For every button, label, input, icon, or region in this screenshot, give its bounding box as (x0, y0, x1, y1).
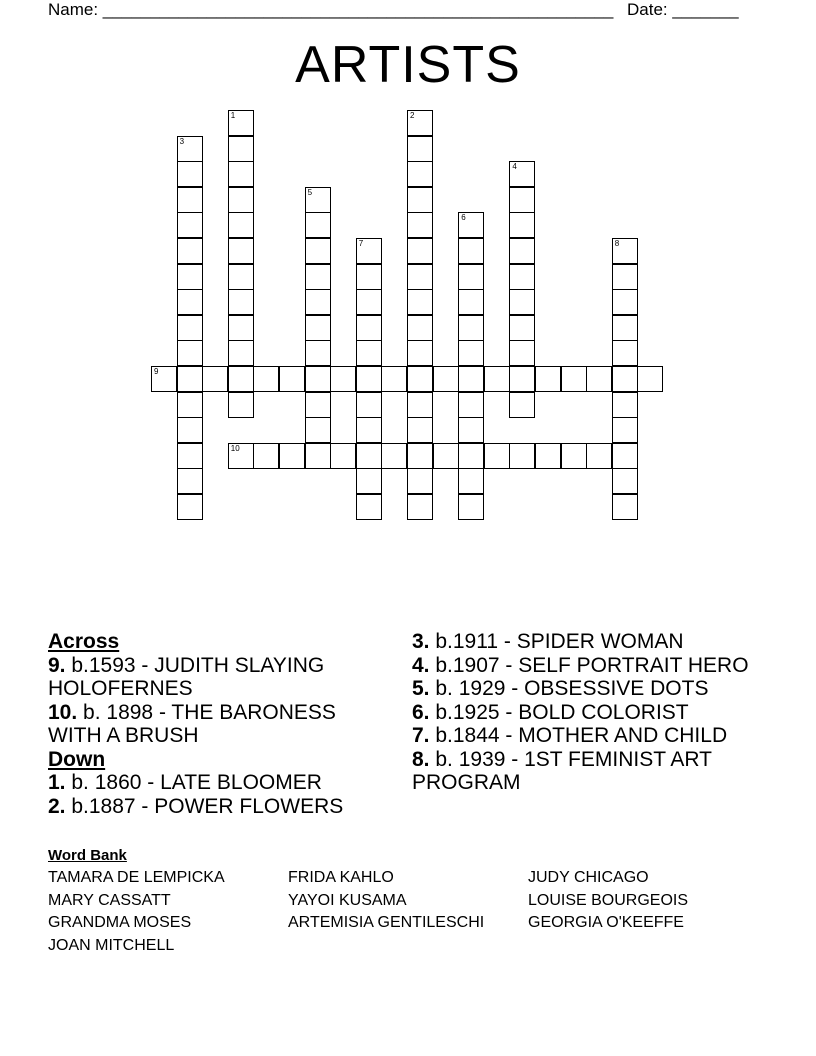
crossword-cell[interactable] (509, 315, 535, 341)
clue-text: b.1911 - SPIDER WOMAN (435, 630, 684, 653)
clue-text: b. 1939 - 1ST FEMINIST ART PROGRAM (412, 747, 712, 794)
crossword-cell[interactable] (535, 443, 561, 469)
crossword-cell[interactable] (305, 443, 331, 469)
clue-down-6 (412, 701, 757, 725)
crossword-cell[interactable] (228, 187, 254, 213)
clue-number: 3. (412, 630, 430, 653)
crossword-cell[interactable] (356, 340, 382, 366)
crossword-cell[interactable] (305, 340, 331, 366)
clue-text: b.1593 - JUDITH SLAYING HOLOFERNES (48, 653, 325, 700)
crossword-cell[interactable] (305, 417, 331, 443)
cell-number: 5 (307, 187, 313, 197)
word-bank (48, 846, 768, 957)
crossword-cell[interactable] (612, 289, 638, 315)
crossword-cell[interactable] (177, 289, 203, 315)
clue-number: 1. (48, 771, 66, 794)
crossword-cell[interactable] (612, 468, 638, 494)
crossword-cell[interactable] (228, 110, 254, 136)
clue-text: b.1925 - BOLD COLORIST (435, 700, 689, 724)
clue-down-8 (412, 748, 757, 795)
crossword-cell[interactable] (177, 340, 203, 366)
word-bank-item: GEORGIA O'KEEFFE (528, 914, 684, 931)
word-bank-item: ARTEMISIA GENTILESCHI (288, 914, 485, 931)
crossword-cell[interactable] (586, 366, 612, 392)
crossword-cell[interactable] (407, 212, 433, 238)
crossword-cell[interactable] (509, 161, 535, 187)
crossword-cell[interactable] (356, 468, 382, 494)
word-bank-item: FRIDA KAHLO (288, 869, 394, 886)
crossword-cell[interactable] (407, 443, 433, 469)
crossword-cell[interactable] (381, 366, 407, 392)
crossword-cell[interactable] (177, 468, 203, 494)
crossword-cell[interactable] (509, 392, 535, 418)
clue-text: b.1844 - MOTHER AND CHILD (435, 724, 728, 747)
crossword-cell[interactable] (177, 187, 203, 213)
word-bank-item: YAYOI KUSAMA (288, 891, 407, 909)
word-bank-title: Word Bank (48, 847, 127, 864)
crossword-cell[interactable] (612, 264, 638, 290)
crossword-cell[interactable] (330, 366, 356, 392)
crossword-cell[interactable] (177, 443, 203, 469)
crossword-cell[interactable] (177, 366, 203, 392)
crossword-cell[interactable] (612, 417, 638, 443)
crossword-cell[interactable] (177, 417, 203, 443)
cell-number: 9 (154, 367, 159, 376)
crossword-cell[interactable] (458, 366, 484, 392)
cell-number: 10 (230, 443, 240, 453)
crossword-cell[interactable] (612, 392, 638, 418)
clues-right-column (412, 630, 757, 795)
crossword-cell[interactable] (407, 366, 433, 392)
crossword-cell[interactable] (356, 315, 382, 341)
word-bank-item: JOAN MITCHELL (48, 936, 175, 954)
clue-number: 5. (412, 677, 430, 700)
crossword-cell[interactable] (356, 238, 382, 264)
word-bank-list (48, 867, 768, 957)
crossword-cell[interactable] (509, 443, 535, 469)
clue-down-1 (48, 771, 393, 795)
crossword-cell[interactable] (177, 264, 203, 290)
crossword-cell[interactable] (381, 443, 407, 469)
crossword-cell[interactable] (407, 238, 433, 264)
crossword-cell[interactable] (458, 264, 484, 290)
clue-number: 7. (412, 724, 430, 747)
crossword-cell[interactable] (228, 136, 254, 162)
crossword-cell[interactable] (228, 161, 254, 187)
crossword-cell[interactable] (484, 443, 510, 469)
clue-down-5 (412, 677, 757, 701)
crossword-cell[interactable] (356, 289, 382, 315)
crossword-cell[interactable] (228, 392, 254, 418)
crossword-cell[interactable] (151, 366, 177, 392)
clue-number: 10. (48, 700, 78, 724)
crossword-cell[interactable] (484, 366, 510, 392)
crossword-cell[interactable] (586, 443, 612, 469)
name-line: Name: ______________________________________________________ (48, 0, 614, 19)
crossword-cell[interactable] (612, 315, 638, 341)
crossword-cell[interactable] (509, 289, 535, 315)
cell-number: 1 (230, 111, 236, 120)
crossword-cell[interactable] (509, 238, 535, 264)
clue-down-3 (412, 630, 757, 654)
clue-number: 8. (412, 747, 430, 771)
cell-number: 3 (179, 136, 185, 146)
down-heading: Down (48, 747, 106, 771)
crossword-cell[interactable] (305, 187, 331, 213)
clue-down-4 (412, 654, 757, 678)
crossword-cell[interactable] (407, 264, 433, 290)
crossword-cell[interactable] (612, 340, 638, 366)
crossword-cell[interactable] (177, 212, 203, 238)
crossword-cell[interactable] (458, 392, 484, 418)
word-bank-item: TAMARA DE LEMPICKA (48, 869, 225, 886)
crossword-cell[interactable] (228, 238, 254, 264)
clue-down-7 (412, 724, 757, 748)
crossword-cell[interactable] (356, 392, 382, 418)
crossword-cell[interactable] (407, 289, 433, 315)
crossword-cell[interactable] (458, 468, 484, 494)
crossword-cell[interactable] (305, 212, 331, 238)
crossword-cell[interactable] (407, 392, 433, 418)
crossword-cell[interactable] (330, 443, 356, 469)
crossword-cell[interactable] (458, 212, 484, 238)
crossword-cell[interactable] (458, 340, 484, 366)
crossword-cell[interactable] (228, 264, 254, 290)
cell-number: 8 (614, 239, 620, 248)
crossword-cell[interactable] (228, 212, 254, 238)
crossword-cell[interactable] (356, 366, 382, 392)
crossword-cell[interactable] (407, 315, 433, 341)
clue-text: b. 1860 - LATE BLOOMER (71, 771, 322, 794)
crossword-cell[interactable] (433, 443, 459, 469)
cell-number: 4 (512, 162, 517, 172)
crossword-cell[interactable] (612, 238, 638, 264)
across-heading: Across (48, 630, 120, 653)
crossword-cell[interactable] (637, 366, 663, 392)
crossword-cell[interactable] (228, 366, 254, 392)
crossword-cell[interactable] (407, 468, 433, 494)
crossword-cell[interactable] (458, 417, 484, 443)
crossword-cell[interactable] (177, 161, 203, 187)
crossword-cell[interactable] (253, 443, 279, 469)
crossword-cell[interactable] (228, 443, 254, 469)
clues-left-column (48, 630, 393, 818)
word-bank-item: LOUISE BOURGEOIS (528, 891, 689, 909)
crossword-cell[interactable] (177, 136, 203, 162)
crossword-cell[interactable] (458, 443, 484, 469)
clue-text: b.1907 - SELF PORTRAIT HERO (435, 653, 749, 677)
crossword-cell[interactable] (177, 315, 203, 341)
crossword-cell[interactable] (228, 289, 254, 315)
cell-number: 2 (410, 111, 415, 120)
crossword-cell[interactable] (612, 366, 638, 392)
crossword-cell[interactable] (509, 340, 535, 366)
crossword-cell[interactable] (612, 494, 638, 520)
crossword-cell[interactable] (253, 366, 279, 392)
crossword-cell[interactable] (458, 238, 484, 264)
word-bank-item: MARY CASSATT (48, 891, 171, 909)
crossword-cell[interactable] (407, 417, 433, 443)
crossword-cell[interactable] (356, 264, 382, 290)
crossword-cell[interactable] (407, 161, 433, 187)
crossword-cell[interactable] (177, 392, 203, 418)
clue-number: 6. (412, 700, 430, 724)
crossword-cell[interactable] (202, 366, 228, 392)
crossword-cell[interactable] (305, 392, 331, 418)
crossword-cell[interactable] (305, 366, 331, 392)
crossword-cell[interactable] (228, 315, 254, 341)
crossword-cell[interactable] (305, 289, 331, 315)
crossword-cell[interactable] (356, 417, 382, 443)
crossword-cell[interactable] (509, 264, 535, 290)
crossword-cell[interactable] (305, 315, 331, 341)
crossword-cell[interactable] (228, 340, 254, 366)
clue-across-9 (48, 654, 393, 701)
date-line: Date: _______ (627, 0, 739, 19)
crossword-cell[interactable] (279, 366, 305, 392)
page-title: ARTISTS (295, 36, 521, 94)
word-bank-item: GRANDMA MOSES (48, 914, 192, 931)
crossword-cell[interactable] (279, 443, 305, 469)
crossword-cell[interactable] (305, 264, 331, 290)
clue-down-2 (48, 795, 393, 819)
crossword-cell[interactable] (509, 212, 535, 238)
crossword-cell[interactable] (177, 238, 203, 264)
crossword-cell[interactable] (458, 315, 484, 341)
clue-across-10 (48, 701, 393, 748)
crossword-cell[interactable] (407, 136, 433, 162)
cell-number: 7 (358, 239, 364, 248)
crossword-cell[interactable] (433, 366, 459, 392)
crossword-cell[interactable] (407, 340, 433, 366)
clue-number: 4. (412, 653, 430, 677)
clue-number: 2. (48, 794, 66, 818)
word-bank-item: JUDY CHICAGO (528, 869, 649, 886)
clue-number: 9. (48, 653, 66, 677)
crossword-cell[interactable] (305, 238, 331, 264)
clue-text: b. 1929 - OBSESSIVE DOTS (435, 677, 709, 700)
crossword-cell[interactable] (561, 366, 587, 392)
crossword-cell[interactable] (561, 443, 587, 469)
crossword-cell[interactable] (407, 110, 433, 136)
clue-text: b.1887 - POWER FLOWERS (71, 794, 344, 818)
crossword-cell[interactable] (458, 494, 484, 520)
crossword-cell[interactable] (458, 289, 484, 315)
crossword-cell[interactable] (177, 494, 203, 520)
crossword-cell[interactable] (356, 443, 382, 469)
crossword-cell[interactable] (535, 366, 561, 392)
crossword-cell[interactable] (407, 494, 433, 520)
cell-number: 6 (461, 213, 466, 223)
crossword-cell[interactable] (612, 443, 638, 469)
crossword-cell[interactable] (509, 187, 535, 213)
clue-text: b. 1898 - THE BARONESS WITH A BRUSH (48, 700, 336, 747)
crossword-cell[interactable] (407, 187, 433, 213)
crossword-cell[interactable] (356, 494, 382, 520)
crossword-cell[interactable] (509, 366, 535, 392)
